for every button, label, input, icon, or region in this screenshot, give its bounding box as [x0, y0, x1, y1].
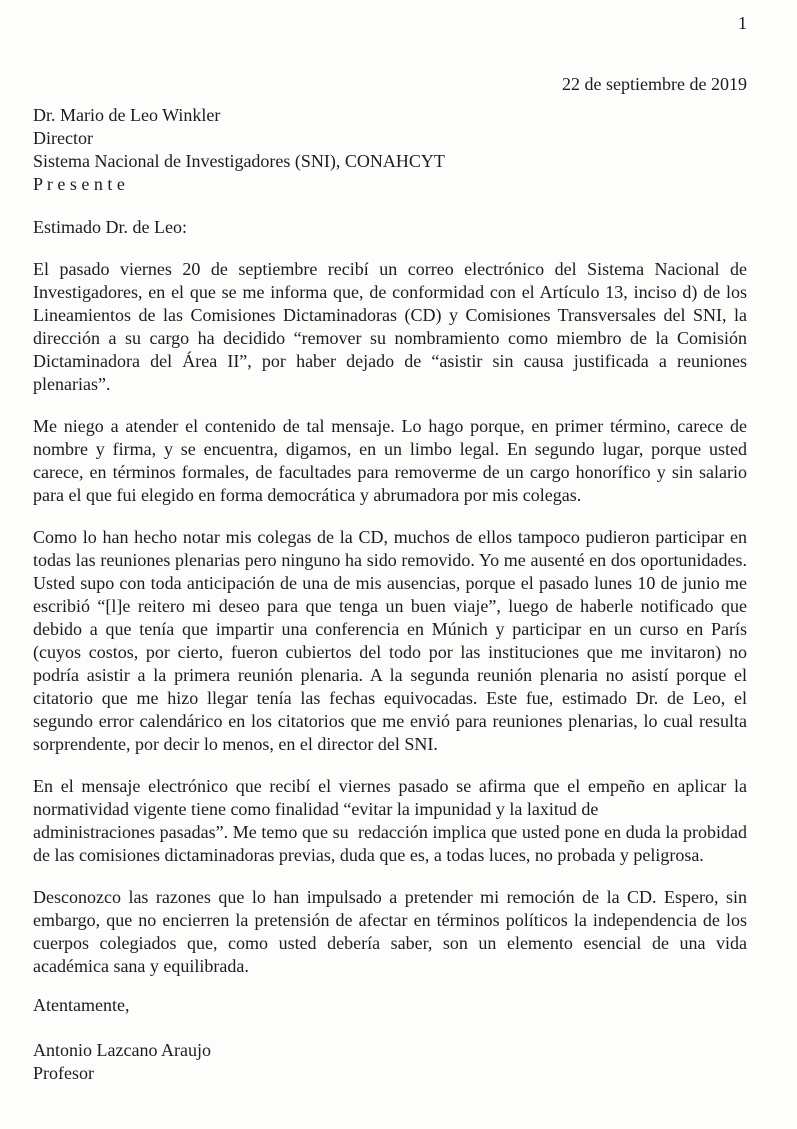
paragraph-1 — [33, 258, 747, 396]
page-number: 1 — [738, 13, 747, 33]
salutation: Estimado Dr. de Leo: — [33, 217, 187, 237]
paragraph-2-text: Me niego a atender el contenido de tal mensaje. Lo hago porque, en primer término, carece de nombre y firma, y se encuentra, digamos, en un limbo legal. En segundo lugar, porque usted carece, en términos formales, de facultades para removerme de un cargo honorífico y sin salario para el que fui elegido en forma democrática y abrumadora por mis colegas. — [33, 416, 747, 505]
paragraph-4-text-segment-2: administraciones pasadas”. Me temo que su redacción implica que usted pone en duda la probidad de las comisiones dictaminadoras previas, duda que es, a todas luces, no probada y peligrosa. — [33, 822, 747, 865]
recipient-title: Director — [33, 128, 93, 148]
signature-block — [33, 1039, 747, 1085]
paragraph-4 — [33, 775, 747, 867]
paragraph-3-text: Como lo han hecho notar mis colegas de la CD, muchos de ellos tampoco pudieron participar en todas las reuniones plenarias pero ninguno ha sido removido. Yo me ausenté en dos oportunidades. Usted supo con toda anticipación de una de mis ausencias, porque el pasado lunes 10 de junio me escribió “[l]e reitero mi deseo para que tenga un buen viaje”, luego de haberle notificado que debido a que tenía que impartir una conferencia en Múnich y participar en un curso en París (cuyos costos, por cierto, fueron cubiertos del todo por las instituciones que me invitaron) no podría asistir a la primera reunión plenaria. A la segunda reunión plenaria no asistí porque el citatorio que me hizo llegar tenía las fechas equivocadas. Este fue, estimado Dr. de Leo, el segundo error calendárico en los citatorios que me envió para reuniones plenarias, lo cual resulta sorprendente, por decir lo menos, en el director del SNI. — [33, 527, 747, 754]
recipient-presente: P r e s e n t e — [33, 174, 125, 194]
paragraph-4-text-segment-1: En el mensaje electrónico que recibí el viernes pasado se afirma que el empeño en aplicar la normatividad vigente tiene como finalidad “evitar la impunidad y la laxitud de — [33, 776, 747, 819]
paragraph-5-text: Desconozco las razones que lo han impulsado a pretender mi remoción de la CD. Espero, sin embargo, que no encierren la pretensión de afectar en términos políticos la independencia de los cuerpos colegiados que, como usted debería saber, son un elemento esencial de una vida académica sana y equilibrada. — [33, 887, 747, 976]
signature-title: Profesor — [33, 1063, 94, 1083]
paragraph-1-text: El pasado viernes 20 de septiembre recibí un correo electrónico del Sistema Nacional de Investigadores, en el que se me informa que, de conformidad con el Artículo 13, inciso d) de los Lineamientos de las Comisiones Dictaminadoras (CD) y Comisiones Transversales del SNI, la dirección a su cargo ha decidido “remover su nombramiento como miembro de la Comisión Dictaminadora del Área II”, por haber dejado de “asistir sin causa justificada a reuniones plenarias”. — [33, 259, 747, 394]
recipient-block — [33, 104, 747, 196]
valediction: Atentamente, — [33, 995, 130, 1015]
paragraph-3 — [33, 526, 747, 756]
signature-name: Antonio Lazcano Araujo — [33, 1040, 211, 1060]
recipient-institution: Sistema Nacional de Investigadores (SNI), CONAHCYT — [33, 151, 445, 171]
recipient-name: Dr. Mario de Leo Winkler — [33, 105, 221, 125]
letter-date: 22 de septiembre de 2019 — [562, 74, 747, 94]
paragraph-2 — [33, 415, 747, 507]
paragraph-5 — [33, 886, 747, 978]
